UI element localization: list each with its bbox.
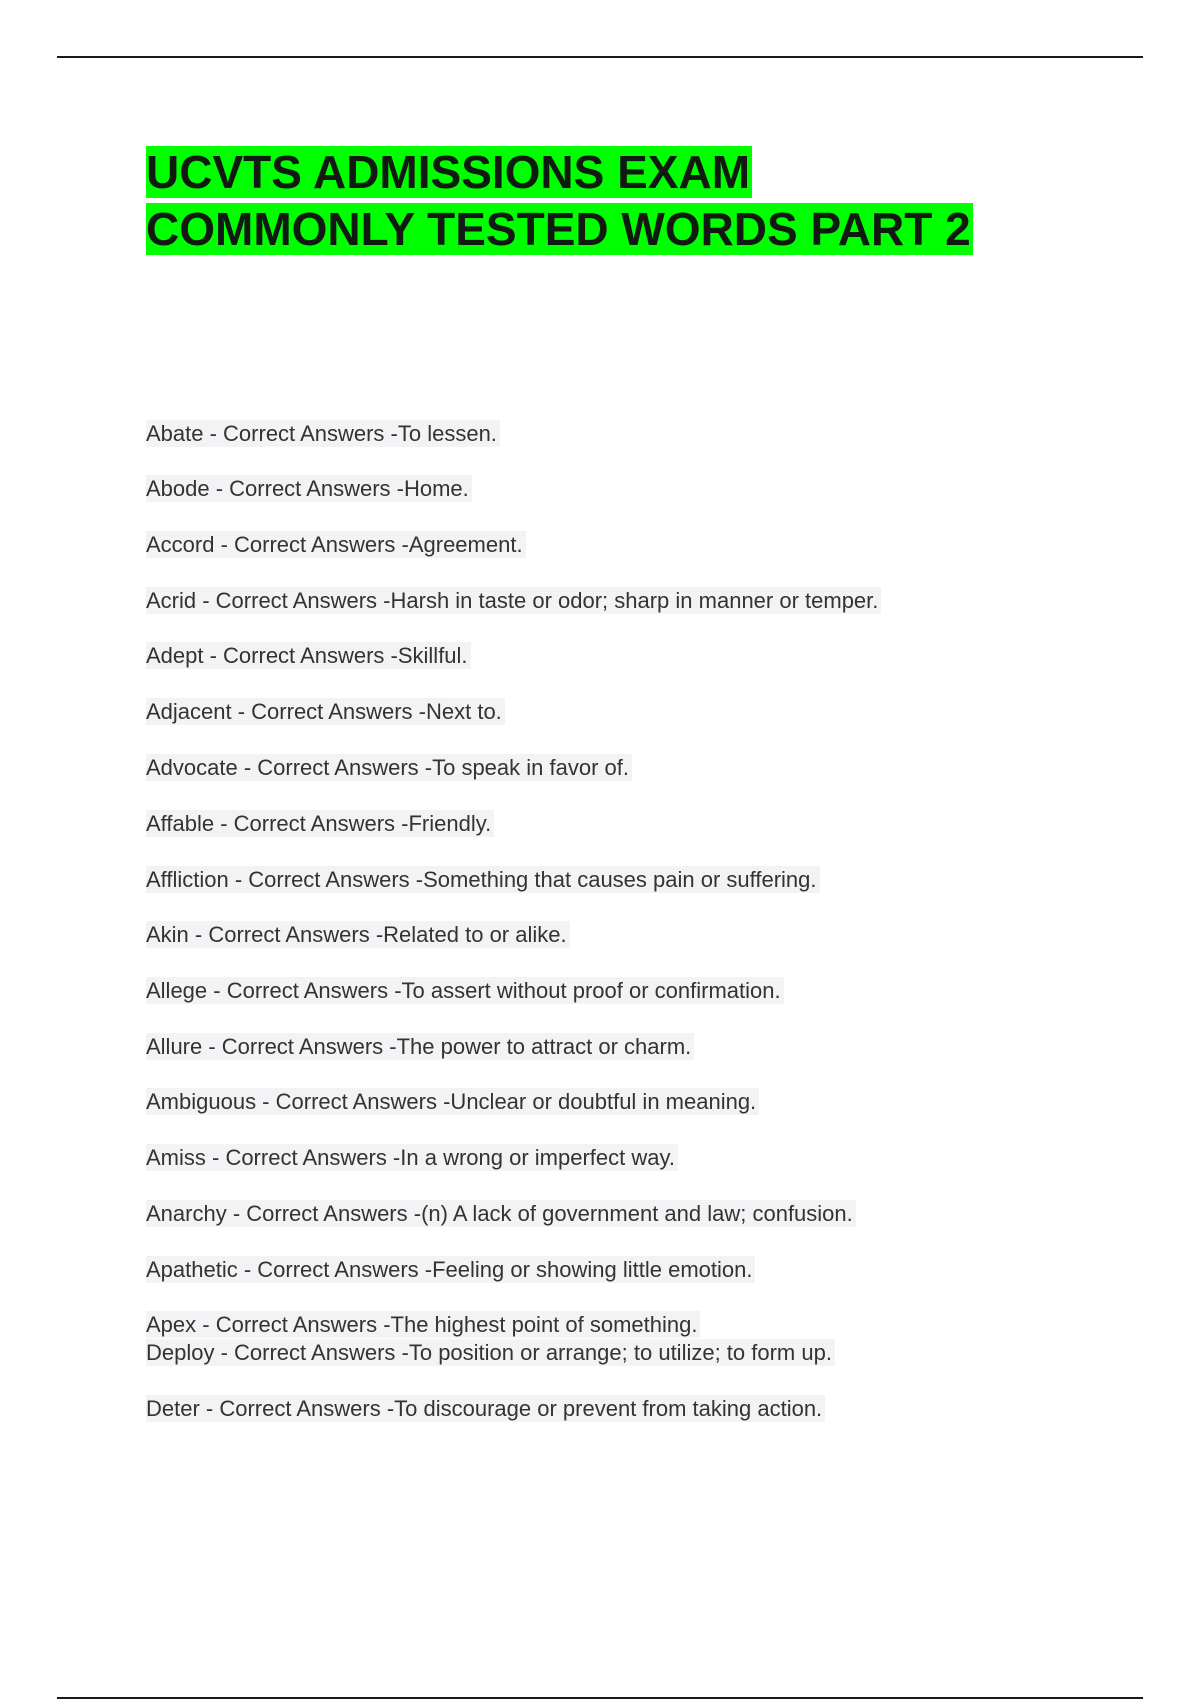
list-item (146, 588, 881, 614)
document-title (146, 144, 973, 258)
list-item (146, 1201, 856, 1227)
entry-text: Affliction - Correct Answers -Something that causes pain or suffering. (146, 866, 820, 893)
list-item (146, 1340, 835, 1366)
entry-text: Adept - Correct Answers -Skillful. (146, 642, 471, 669)
entry-text: Adjacent - Correct Answers -Next to. (146, 698, 505, 725)
entry-text: Ambiguous - Correct Answers -Unclear or doubtful in meaning. (146, 1088, 759, 1115)
entry-text: Amiss - Correct Answers -In a wrong or imperfect way. (146, 1144, 678, 1171)
list-item (146, 811, 494, 837)
bottom-rule (57, 1697, 1143, 1699)
list-item (146, 643, 471, 669)
list-item (146, 1145, 678, 1171)
entry-text: Acrid - Correct Answers -Harsh in taste or odor; sharp in manner or temper. (146, 587, 881, 614)
list-item (146, 1089, 759, 1115)
title-line-1: UCVTS ADMISSIONS EXAM (146, 146, 751, 198)
entry-text: Allege - Correct Answers -To assert without proof or confirmation. (146, 977, 784, 1004)
entry-text: Akin - Correct Answers -Related to or alike. (146, 921, 570, 948)
list-item (146, 922, 570, 948)
entry-text: Apex - Correct Answers -The highest point of something. (146, 1311, 700, 1338)
entry-text: Anarchy - Correct Answers -(n) A lack of government and law; confusion. (146, 1200, 856, 1227)
top-rule (57, 56, 1143, 58)
list-item (146, 532, 526, 558)
entry-text: Affable - Correct Answers -Friendly. (146, 810, 494, 837)
list-item (146, 421, 500, 447)
list-item (146, 699, 505, 725)
entry-text: Apathetic - Correct Answers -Feeling or showing little emotion. (146, 1256, 755, 1283)
entry-text: Allure - Correct Answers -The power to attract or charm. (146, 1033, 694, 1060)
list-item (146, 867, 820, 893)
entry-text: Deploy - Correct Answers -To position or arrange; to utilize; to form up. (146, 1339, 835, 1366)
list-item (146, 1257, 755, 1283)
entry-text: Advocate - Correct Answers -To speak in favor of. (146, 754, 632, 781)
list-item (146, 1034, 694, 1060)
list-item (146, 476, 472, 502)
entry-text: Deter - Correct Answers -To discourage or prevent from taking action. (146, 1395, 825, 1422)
entry-text: Accord - Correct Answers -Agreement. (146, 531, 526, 558)
list-item (146, 755, 632, 781)
entry-text: Abate - Correct Answers -To lessen. (146, 420, 500, 447)
list-item (146, 1396, 825, 1422)
list-item (146, 1312, 700, 1338)
title-line-2: COMMONLY TESTED WORDS PART 2 (146, 203, 971, 255)
list-item (146, 978, 784, 1004)
entry-text: Abode - Correct Answers -Home. (146, 475, 472, 502)
